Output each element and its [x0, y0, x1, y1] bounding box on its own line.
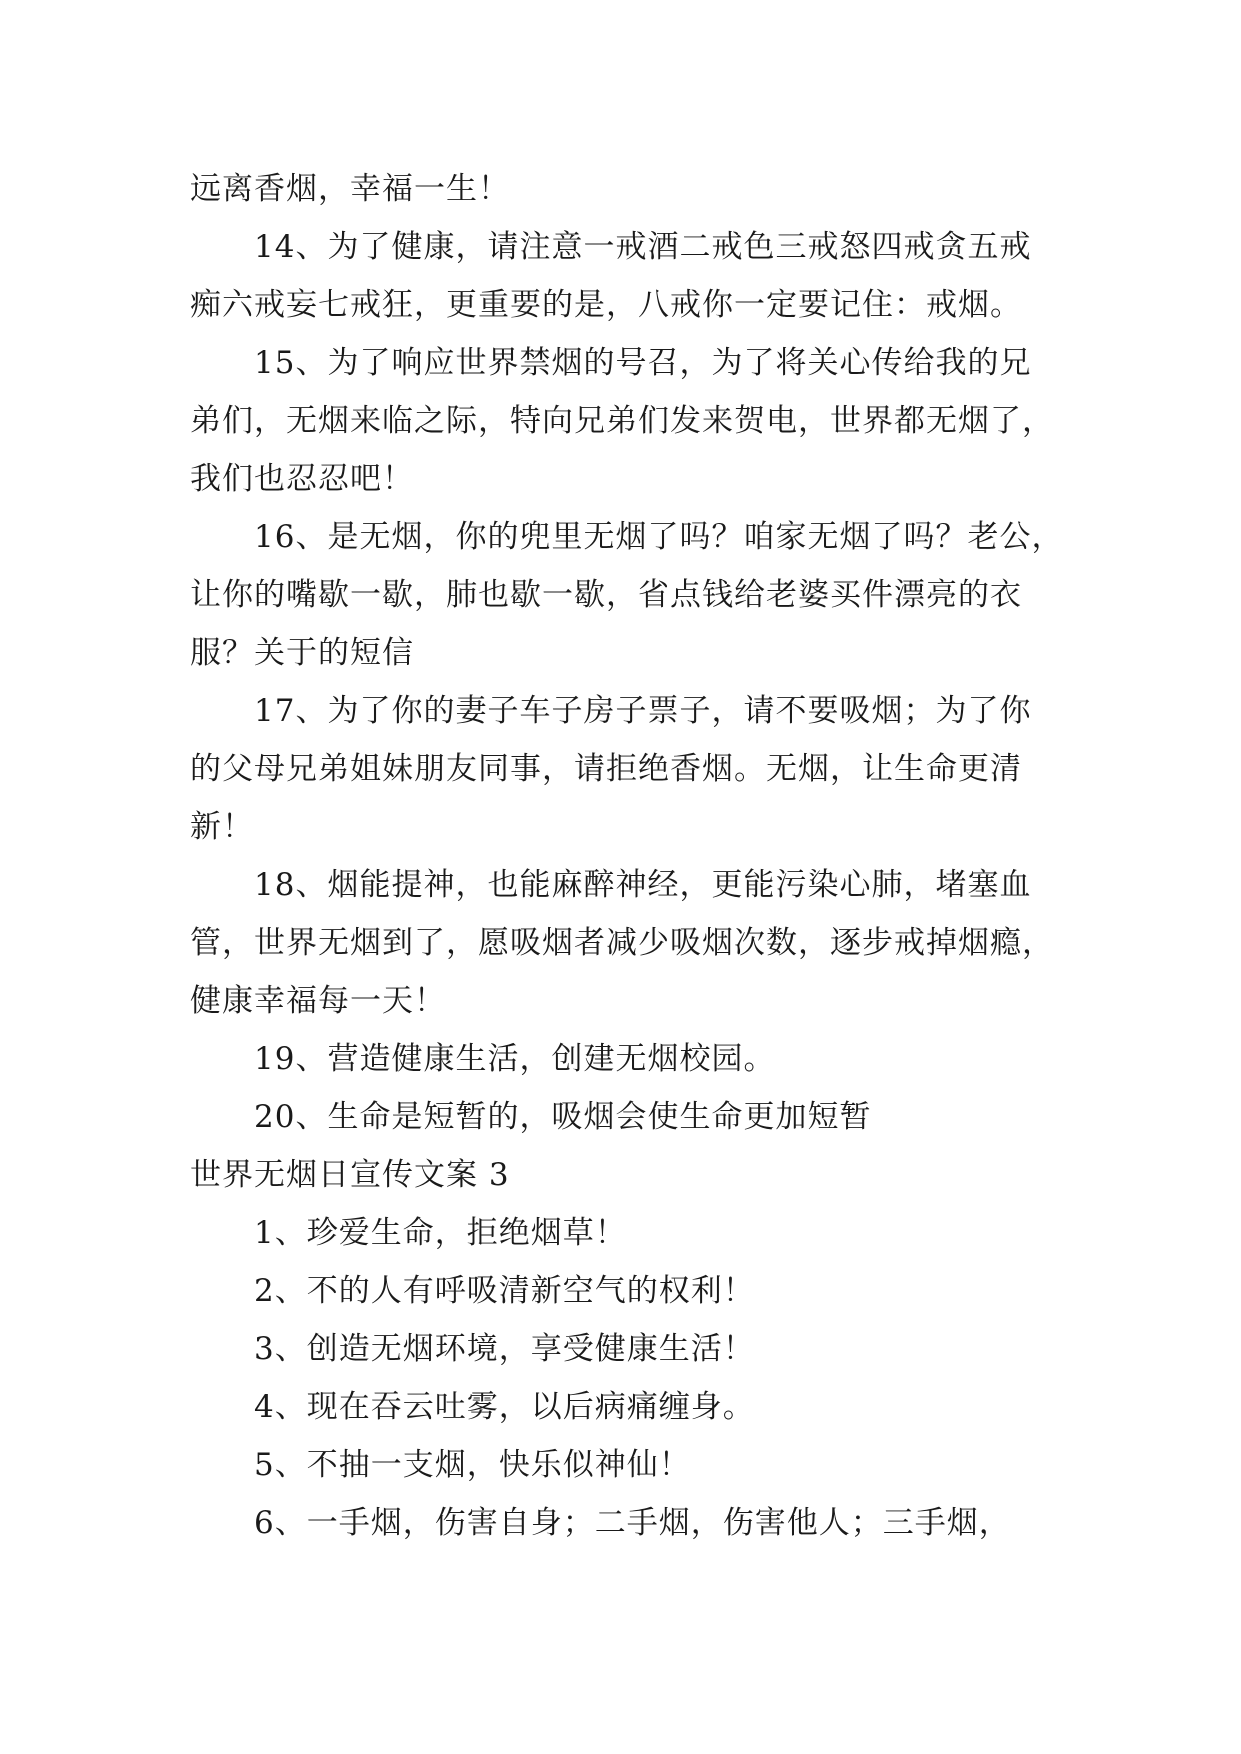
- text-line: 健康幸福每一天！: [190, 983, 446, 1019]
- text-line: 3、创造无烟环境，享受健康生活！: [254, 1331, 755, 1367]
- text-line: 16、是无烟，你的兜里无烟了吗？咱家无烟了吗？老公，: [254, 519, 1064, 555]
- text-line: 新！: [190, 809, 254, 845]
- text-line: 5、不抽一支烟，快乐似神仙！: [254, 1447, 691, 1483]
- text-line: 痴六戒妄七戒狂，更重要的是，八戒你一定要记住：戒烟。: [190, 287, 1022, 323]
- text-line: 17、为了你的妻子车子房子票子，请不要吸烟；为了你: [254, 693, 1032, 729]
- text-line: 管，世界无烟到了，愿吸烟者减少吸烟次数，逐步戒掉烟瘾，: [190, 925, 1054, 961]
- text-line: 弟们，无烟来临之际，特向兄弟们发来贺电，世界都无烟了，: [190, 403, 1054, 439]
- section-heading: 世界无烟日宣传文案 3: [190, 1157, 510, 1193]
- text-line: 1、珍爱生命，拒绝烟草！: [254, 1215, 627, 1251]
- text-line: 18、烟能提神，也能麻醉神经，更能污染心肺，堵塞血: [254, 867, 1032, 903]
- text-line: 我们也忍忍吧！: [190, 461, 414, 497]
- text-line: 让你的嘴歇一歇，肺也歇一歇，省点钱给老婆买件漂亮的衣: [190, 577, 1022, 613]
- document-body: [190, 160, 1064, 1552]
- text-line: 远离香烟，幸福一生！: [190, 171, 510, 207]
- text-line: 19、营造健康生活，创建无烟校园。: [254, 1041, 776, 1077]
- text-line: 服？关于的短信: [190, 635, 414, 671]
- text-line: 15、为了响应世界禁烟的号召，为了将关心传给我的兄: [254, 345, 1032, 381]
- text-line: 20、生命是短暂的，吸烟会使生命更加短暂: [254, 1099, 872, 1135]
- text-line: 的父母兄弟姐妹朋友同事，请拒绝香烟。无烟，让生命更清: [190, 751, 1022, 787]
- text-line: 2、不的人有呼吸清新空气的权利！: [254, 1273, 755, 1309]
- text-line: 6、一手烟，伤害自身；二手烟，伤害他人；三手烟，: [254, 1505, 1011, 1541]
- text-line: 14、为了健康，请注意一戒酒二戒色三戒怒四戒贪五戒: [254, 229, 1032, 265]
- text-line: 4、现在吞云吐雾，以后病痛缠身。: [254, 1389, 755, 1425]
